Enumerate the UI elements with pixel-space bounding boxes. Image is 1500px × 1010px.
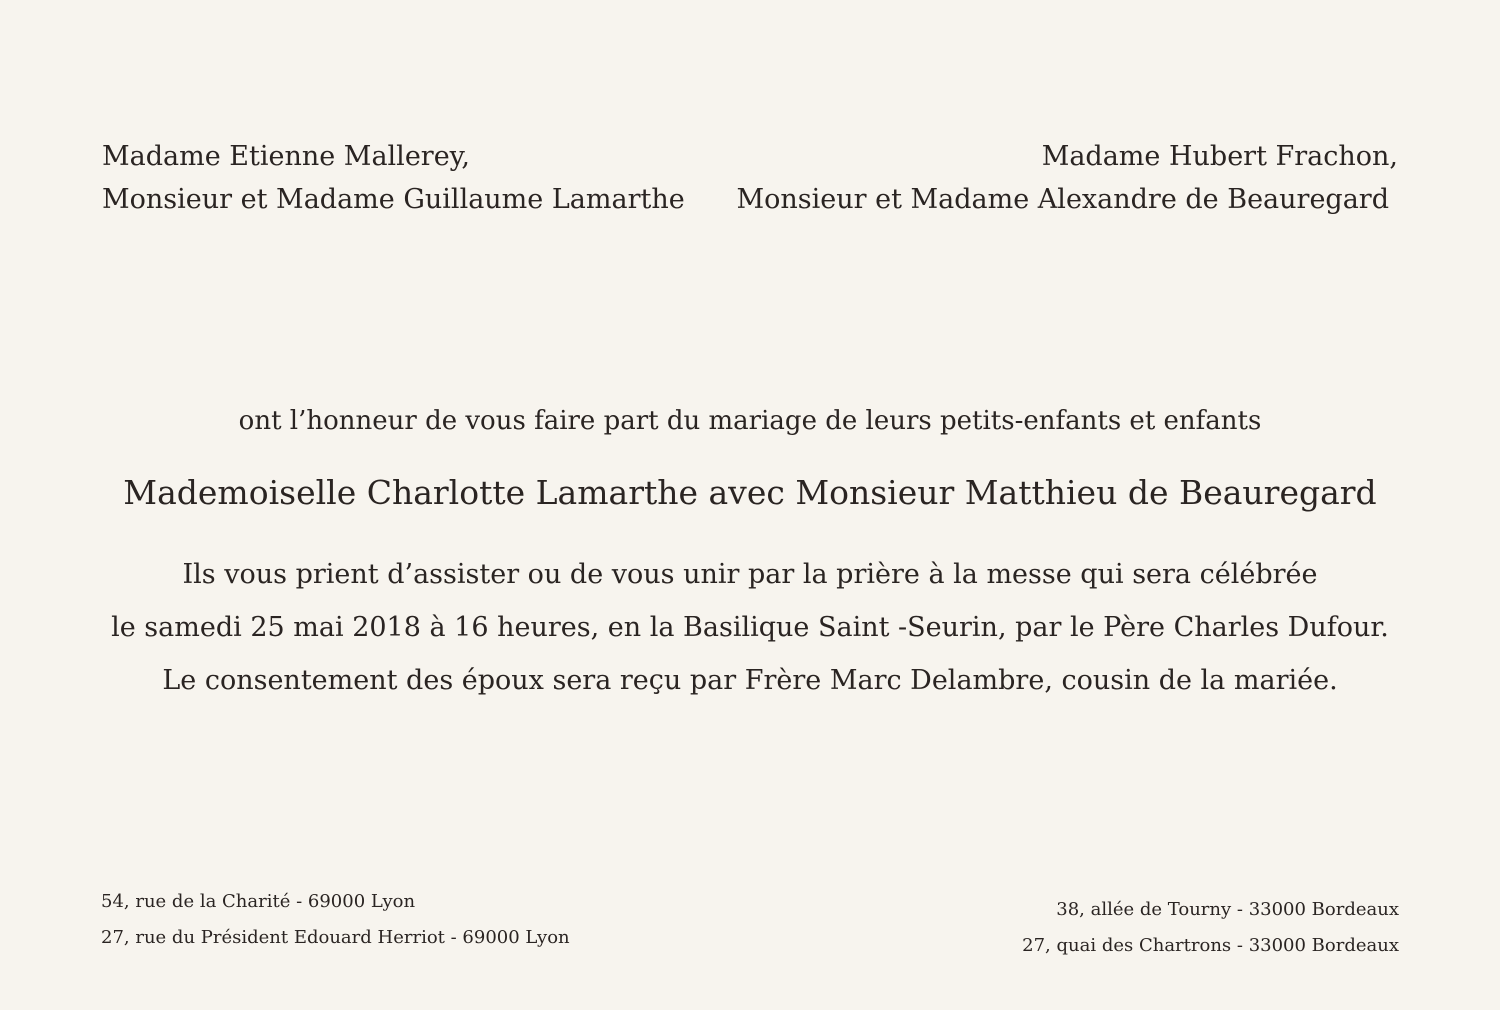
honor-line: ont l’honneur de vous faire part du mariage de leurs petits-enfants et enfants xyxy=(238,406,1262,436)
couple-names: Mademoiselle Charlotte Lamarthe avec Monsieur Matthieu de Beauregard xyxy=(123,473,1377,512)
ceremony-details xyxy=(0,548,1500,707)
address-line: 54, rue de la Charité - 69000 Lyon xyxy=(101,891,416,912)
bordeaux-addresses xyxy=(1022,892,1399,964)
ceremony-invitation-line: Ils vous prient d’assister ou de vous unir par la prière à la messe qui sera célébrée xyxy=(182,559,1318,590)
address-line: 38, allée de Tourny - 33000 Bordeaux xyxy=(1056,899,1399,920)
groom-parents-name: Monsieur et Madame Alexandre de Beauregard xyxy=(736,184,1389,215)
groom-grandmother-name: Madame Hubert Frachon, xyxy=(1041,141,1398,172)
bride-parents-name: Monsieur et Madame Guillaume Lamarthe xyxy=(102,184,685,215)
ceremony-date-place-line: le samedi 25 mai 2018 à 16 heures, en la Basilique Saint -Seurin, par le Père Charles Dufour. xyxy=(111,612,1389,643)
bride-grandmother-name: Madame Etienne Mallerey, xyxy=(102,141,470,172)
address-line: 27, quai des Chartrons - 33000 Bordeaux xyxy=(1022,935,1399,956)
groom-family-names xyxy=(736,135,1398,221)
lyon-addresses xyxy=(101,884,570,956)
address-line: 27, rue du Président Edouard Herriot - 69000 Lyon xyxy=(101,927,570,948)
bride-family-names xyxy=(102,135,685,221)
ceremony-consent-line: Le consentement des époux sera reçu par Frère Marc Delambre, cousin de la mariée. xyxy=(162,665,1338,696)
